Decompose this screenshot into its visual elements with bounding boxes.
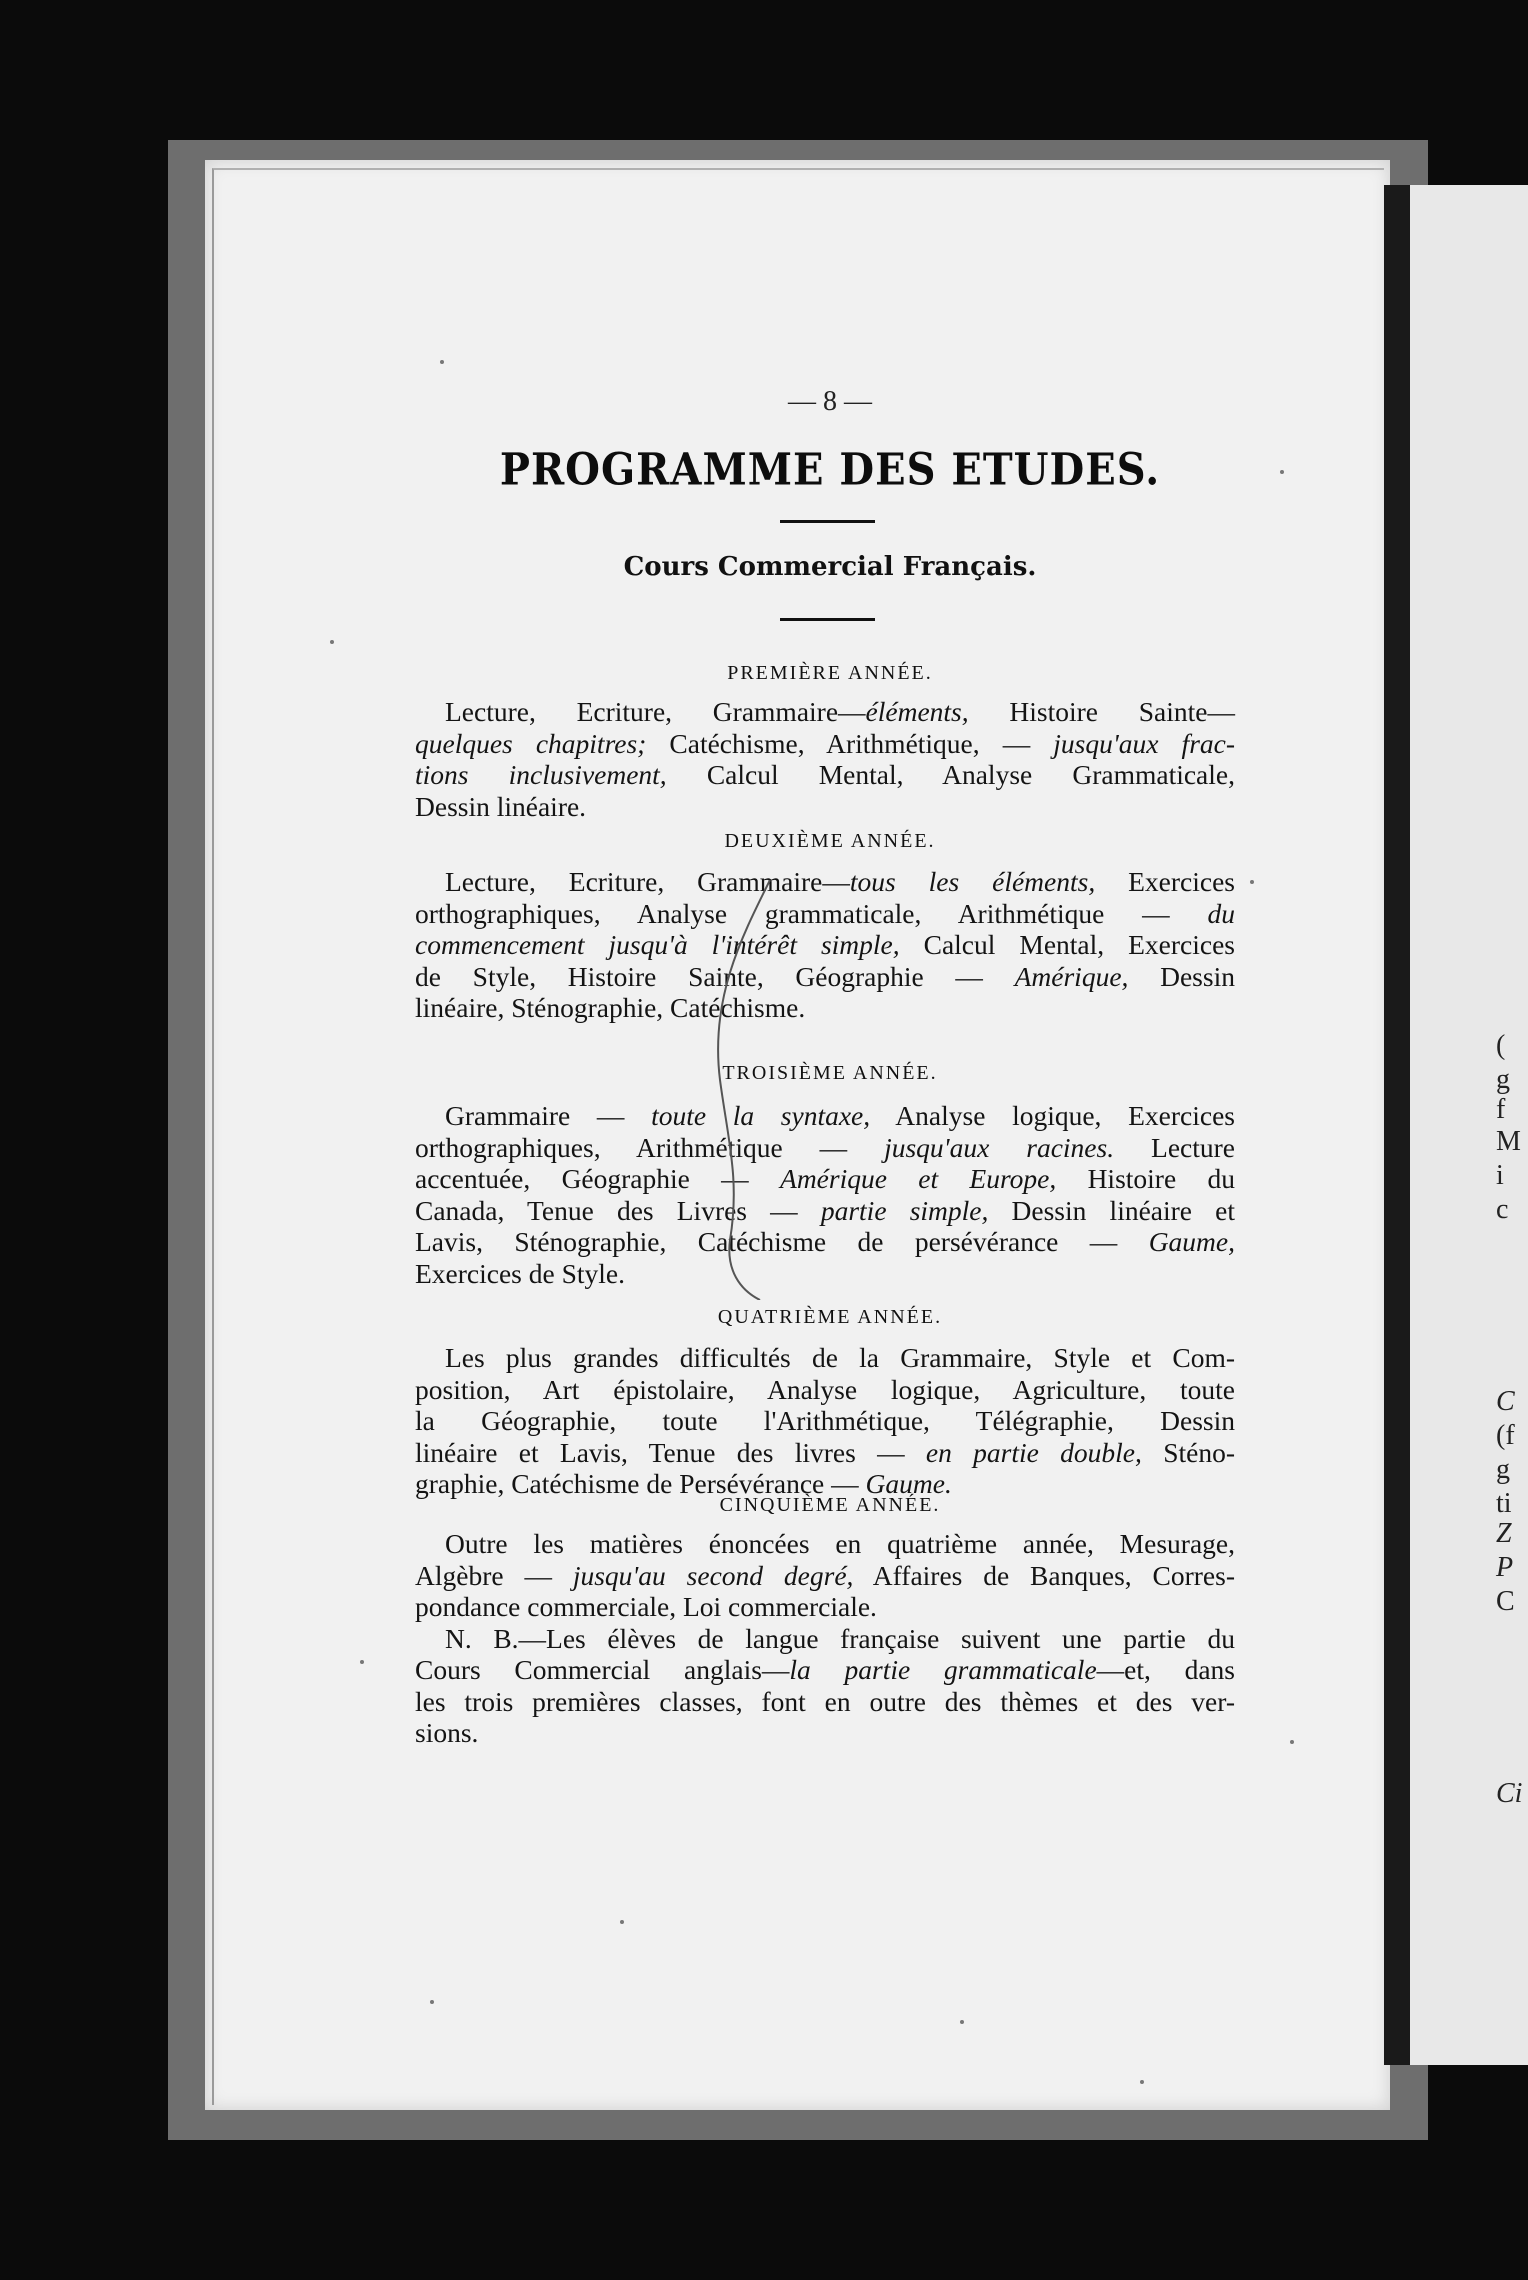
section-heading: QUATRIÈME ANNÉE. bbox=[717, 1306, 943, 1328]
text-run: Lecture, Ecriture, Grammaire— bbox=[445, 696, 866, 727]
italic-run: éléments, bbox=[865, 696, 969, 727]
paragraph-line bbox=[415, 992, 1235, 1024]
facing-page-fragment: M bbox=[1496, 1126, 1521, 1157]
text-run: Lecture, Ecriture, Grammaire— bbox=[445, 866, 850, 897]
scan-speck bbox=[1250, 880, 1254, 884]
section-heading: DEUXIÈME ANNÉE. bbox=[724, 830, 936, 852]
scan-speck bbox=[440, 360, 444, 364]
paragraph-line bbox=[415, 728, 1235, 760]
paragraph-line bbox=[415, 1405, 1235, 1437]
italic-run: Amérique, bbox=[1014, 960, 1129, 992]
text-run: pondance commerciale, Loi commerciale. bbox=[415, 1591, 877, 1622]
italic-run: en partie double, bbox=[925, 1436, 1142, 1468]
facing-page-fragment: c bbox=[1496, 1194, 1509, 1225]
text-run: Lavis, Sténographie, Catéchisme de persévérance — bbox=[415, 1226, 1149, 1257]
paragraph-line bbox=[415, 929, 1235, 961]
text-run: Dessin linéaire et bbox=[988, 1194, 1236, 1226]
text-run: orthographiques, Arithmétique — bbox=[415, 1131, 885, 1163]
paragraph-line bbox=[415, 791, 1235, 823]
facing-page-fragment: ( bbox=[1496, 1030, 1506, 1061]
section-paragraph bbox=[415, 1100, 1235, 1289]
title-divider bbox=[780, 520, 875, 523]
italic-run: jusqu'aux racines. bbox=[884, 1131, 1115, 1163]
text-run: Grammaire — bbox=[445, 1100, 652, 1131]
text-run: sions. bbox=[415, 1717, 479, 1748]
text-run: —et, dans bbox=[1096, 1654, 1235, 1685]
text-run: Catéchisme, Arithmétique, — bbox=[646, 727, 1054, 759]
text-run: Exercices bbox=[1095, 866, 1236, 897]
paragraph-line bbox=[415, 1528, 1235, 1560]
text-run: linéaire, Sténographie, Catéchisme. bbox=[415, 992, 806, 1023]
paragraph-line bbox=[415, 1226, 1235, 1258]
facing-page-fragment: (f bbox=[1496, 1420, 1515, 1451]
italic-run: jusqu'aux frac- bbox=[1053, 727, 1236, 759]
text-run: orthographiques, Analyse grammaticale, Arithmétique — bbox=[415, 897, 1208, 929]
paragraph-line bbox=[415, 898, 1235, 930]
paragraph-line bbox=[415, 1195, 1235, 1227]
paragraph-line bbox=[415, 1374, 1235, 1406]
paragraph-line bbox=[415, 961, 1235, 993]
facing-page-fragment: Ci bbox=[1496, 1778, 1523, 1809]
text-run: Exercices de Style. bbox=[415, 1257, 625, 1289]
text-run: Histoire du bbox=[1056, 1163, 1235, 1194]
paragraph-line bbox=[415, 1437, 1235, 1469]
paragraph-line bbox=[415, 1717, 1235, 1749]
paragraph-line bbox=[415, 759, 1235, 791]
scan-speck bbox=[330, 640, 334, 644]
italic-run: Gaume, bbox=[1148, 1226, 1235, 1257]
text-run: position, Art épistolaire, Analyse logique, Agriculture, toute bbox=[415, 1373, 1235, 1405]
italic-run: partie simple, bbox=[820, 1194, 989, 1226]
facing-page-fragment: C bbox=[1496, 1386, 1515, 1417]
italic-run: toute la syntaxe, bbox=[651, 1100, 871, 1131]
scan-speck bbox=[360, 1660, 364, 1664]
facing-page-fragment: g bbox=[1496, 1064, 1510, 1095]
paragraph-line bbox=[415, 1342, 1235, 1374]
facing-page-fragment: f bbox=[1496, 1094, 1506, 1125]
italic-run: Amérique et Europe, bbox=[780, 1163, 1057, 1194]
scan-speck bbox=[1140, 2080, 1144, 2084]
paragraph-line bbox=[415, 1623, 1235, 1655]
text-run: Canada, Tenue des Livres — bbox=[415, 1194, 821, 1226]
text-run: la Géographie, toute l'Arithmétique, Télégraphie, Dessin bbox=[415, 1405, 1235, 1436]
section-heading: TROISIÈME ANNÉE. bbox=[722, 1062, 938, 1084]
text-run: Outre les matières énoncées en quatrième année, Mesurage, bbox=[445, 1528, 1235, 1559]
italic-run: tions inclusivement, bbox=[415, 759, 667, 790]
page-number: — 8 — bbox=[788, 386, 872, 417]
facing-page-fragment: C bbox=[1496, 1586, 1515, 1617]
paragraph-line bbox=[415, 1163, 1235, 1195]
text-run: les trois premières classes, font en outre des thèmes et des ver- bbox=[415, 1685, 1235, 1717]
italic-run: commencement jusqu'à l'intérêt simple, bbox=[415, 929, 900, 960]
section-paragraph bbox=[415, 1342, 1235, 1500]
text-run: Algèbre — bbox=[415, 1559, 573, 1591]
text-run: Dessin bbox=[1128, 960, 1235, 992]
text-run: Dessin linéaire. bbox=[415, 790, 587, 822]
paragraph-line bbox=[415, 866, 1235, 898]
text-run: Lecture bbox=[1114, 1131, 1236, 1163]
paragraph-line bbox=[415, 1591, 1235, 1623]
book-gutter bbox=[1384, 185, 1410, 2065]
text-run: accentuée, Géographie — bbox=[415, 1163, 781, 1194]
section-paragraph bbox=[415, 696, 1235, 822]
italic-run: Gaume. bbox=[865, 1468, 952, 1499]
text-run: graphie, Catéchisme de Persévérance — bbox=[415, 1468, 866, 1499]
text-run: Histoire Sainte— bbox=[968, 696, 1235, 727]
section-heading: CINQUIÈME ANNÉE. bbox=[719, 1494, 941, 1516]
paragraph-line bbox=[415, 1560, 1235, 1592]
scan-speck bbox=[960, 2020, 964, 2024]
pencil-mark bbox=[700, 880, 790, 1300]
text-run: Les plus grandes difficultés de la Grammaire, Style et Com- bbox=[445, 1342, 1235, 1373]
italic-run: quelques chapitres; bbox=[415, 727, 647, 759]
paragraph-line bbox=[415, 1686, 1235, 1718]
facing-page-fragment: i bbox=[1496, 1160, 1504, 1191]
text-run: Analyse logique, Exercices bbox=[870, 1100, 1235, 1131]
paragraph-line bbox=[415, 1654, 1235, 1686]
subtitle-divider bbox=[780, 618, 875, 621]
text-run: de Style, Histoire Sainte, Géographie — bbox=[415, 960, 1015, 992]
course-subtitle: Cours Commercial Français. bbox=[623, 552, 1037, 582]
scan-speck bbox=[1290, 1740, 1294, 1744]
page-title: PROGRAMME DES ETUDES. bbox=[499, 443, 1161, 496]
paragraph-line bbox=[415, 1258, 1235, 1290]
scan-speck bbox=[430, 2000, 434, 2004]
facing-page-fragment: Z bbox=[1496, 1518, 1512, 1549]
paragraph-line bbox=[415, 696, 1235, 728]
text-run: Calcul Mental, Exercices bbox=[899, 929, 1235, 960]
italic-run: la partie grammaticale bbox=[789, 1654, 1097, 1685]
text-run: N. B.—Les élèves de langue française suivent une partie du bbox=[445, 1622, 1235, 1654]
scan-speck bbox=[620, 1920, 624, 1924]
scan-speck bbox=[1280, 470, 1284, 474]
text-run: Calcul Mental, Analyse Grammaticale, bbox=[666, 759, 1235, 790]
facing-page-fragment: ti bbox=[1496, 1488, 1512, 1519]
italic-run: tous les éléments, bbox=[849, 866, 1096, 897]
section-heading: PREMIÈRE ANNÉE. bbox=[727, 662, 933, 684]
section-paragraph bbox=[415, 866, 1235, 1024]
text-run: Cours Commercial anglais— bbox=[415, 1654, 790, 1685]
facing-page-fragment: P bbox=[1496, 1552, 1514, 1583]
section-paragraph bbox=[415, 1528, 1235, 1749]
text-run: linéaire et Lavis, Tenue des livres — bbox=[415, 1436, 926, 1468]
text-run: Sténo- bbox=[1141, 1436, 1235, 1468]
italic-run: jusqu'au second degré, bbox=[572, 1559, 854, 1591]
paragraph-line bbox=[415, 1132, 1235, 1164]
paragraph-line bbox=[415, 1100, 1235, 1132]
facing-page-fragment: g bbox=[1496, 1454, 1510, 1485]
italic-run: du bbox=[1207, 897, 1235, 929]
text-run: Affaires de Banques, Corres- bbox=[853, 1559, 1235, 1591]
